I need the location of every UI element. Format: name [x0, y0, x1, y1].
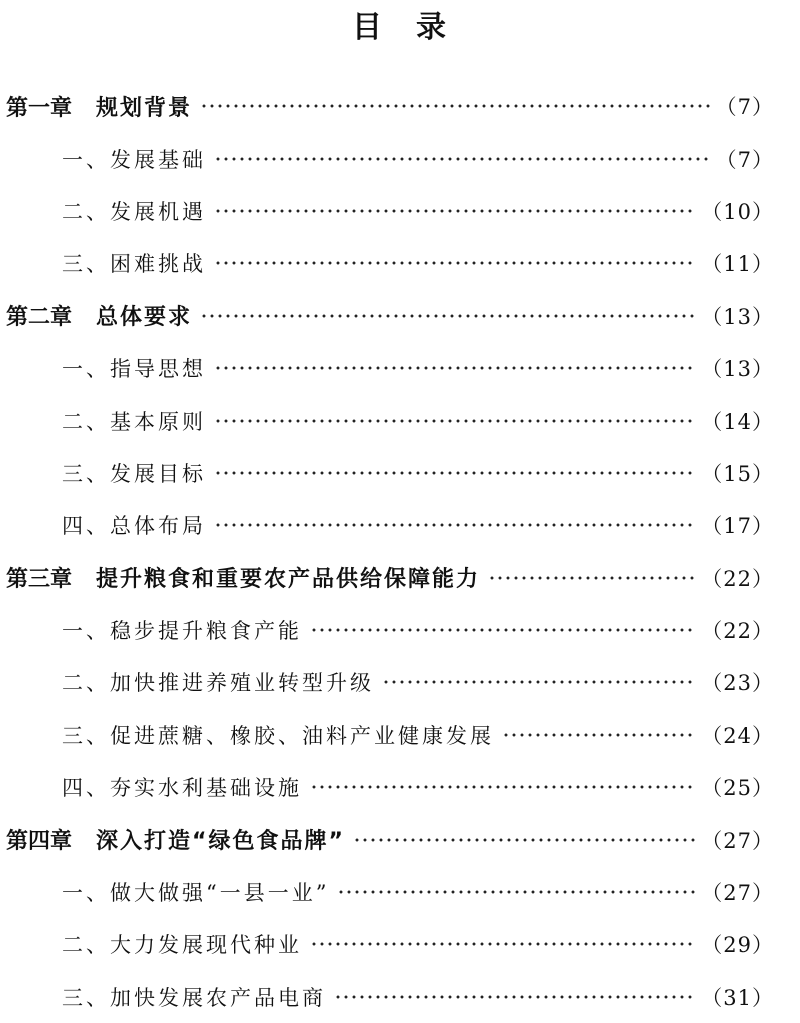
toc-section-row[interactable] — [0, 866, 800, 918]
toc-chapter-row[interactable] — [0, 813, 800, 865]
chapter-title: 深入打造“绿色食品牌” — [96, 829, 345, 855]
section-title: 二、加快推进养殖业转型升级 — [62, 671, 374, 696]
dot-leader — [214, 209, 695, 213]
page-number: （24） — [701, 723, 774, 748]
page-number: （27） — [701, 881, 774, 906]
chapter-number: 第四章 — [6, 829, 73, 855]
toc-chapter-row[interactable] — [0, 552, 800, 604]
page-number: （10） — [701, 199, 774, 224]
toc-section-row[interactable] — [0, 499, 800, 551]
section-title: 二、发展机遇 — [62, 199, 206, 224]
section-title: 四、夯实水利基础设施 — [62, 776, 302, 801]
dot-leader — [214, 366, 695, 370]
section-title: 三、发展目标 — [62, 461, 206, 486]
dot-leader — [337, 890, 695, 894]
toc-chapter-row[interactable] — [0, 290, 800, 342]
toc-section-row[interactable] — [0, 761, 800, 813]
page-number: （17） — [701, 514, 774, 539]
page-number: （23） — [701, 671, 774, 696]
section-title: 一、稳步提升粮食产能 — [62, 619, 302, 644]
toc-section-row[interactable] — [0, 604, 800, 656]
dot-leader — [200, 104, 710, 108]
page-number: （7） — [715, 147, 774, 172]
dot-leader — [214, 419, 695, 423]
chapter-title: 规划背景 — [96, 95, 193, 121]
page-number: （13） — [701, 304, 774, 329]
chapter-title: 总体要求 — [96, 305, 193, 331]
toc-section-row[interactable] — [0, 656, 800, 708]
page-number: （14） — [701, 409, 774, 434]
page-number: （27） — [701, 828, 774, 853]
section-title: 四、总体布局 — [62, 514, 206, 539]
dot-leader — [310, 785, 695, 789]
section-title: 一、指导思想 — [62, 357, 206, 382]
toc-section-row[interactable] — [0, 132, 800, 184]
chapter-title: 提升粮食和重要农产品供给保障能力 — [96, 567, 481, 593]
page-number: （7） — [715, 95, 774, 120]
page-number: （29） — [701, 933, 774, 958]
section-title: 三、促进蔗糖、橡胶、油料产业健康发展 — [62, 723, 494, 748]
toc-section-row[interactable] — [0, 237, 800, 289]
page-number: （22） — [701, 619, 774, 644]
toc-chapter-row[interactable] — [0, 80, 800, 132]
dot-leader — [310, 628, 695, 632]
section-title: 二、基本原则 — [62, 409, 206, 434]
section-title: 三、加快发展农产品电商 — [62, 985, 326, 1010]
chapter-number: 第二章 — [6, 305, 73, 331]
page-number: （25） — [701, 776, 774, 801]
chapter-number: 第三章 — [6, 567, 73, 593]
dot-leader — [310, 942, 695, 946]
page-number: （22） — [701, 566, 774, 591]
section-title: 三、困难挑战 — [62, 252, 206, 277]
dot-leader — [488, 576, 695, 580]
page-number: （15） — [701, 461, 774, 486]
dot-leader — [502, 733, 695, 737]
page-number: （31） — [701, 985, 774, 1010]
toc-section-row[interactable] — [0, 918, 800, 970]
dot-leader — [214, 157, 710, 161]
page-title: 目 录 — [352, 10, 448, 45]
section-title: 一、发展基础 — [62, 147, 206, 172]
dot-leader — [334, 995, 695, 999]
toc-section-row[interactable] — [0, 971, 800, 1023]
toc-section-row[interactable] — [0, 185, 800, 237]
section-title: 一、做大做强“一县一业” — [62, 881, 330, 906]
dot-leader — [382, 680, 695, 684]
table-of-contents — [0, 80, 800, 1023]
dot-leader — [353, 838, 695, 842]
dot-leader — [214, 471, 695, 475]
toc-section-row[interactable] — [0, 342, 800, 394]
page-number: （13） — [701, 357, 774, 382]
toc-section-row[interactable] — [0, 394, 800, 446]
dot-leader — [214, 261, 695, 265]
section-title: 二、大力发展现代种业 — [62, 933, 302, 958]
page-number: （11） — [701, 252, 774, 277]
chapter-number: 第一章 — [6, 95, 73, 121]
toc-section-row[interactable] — [0, 709, 800, 761]
dot-leader — [214, 523, 695, 527]
dot-leader — [200, 314, 695, 318]
toc-section-row[interactable] — [0, 447, 800, 499]
